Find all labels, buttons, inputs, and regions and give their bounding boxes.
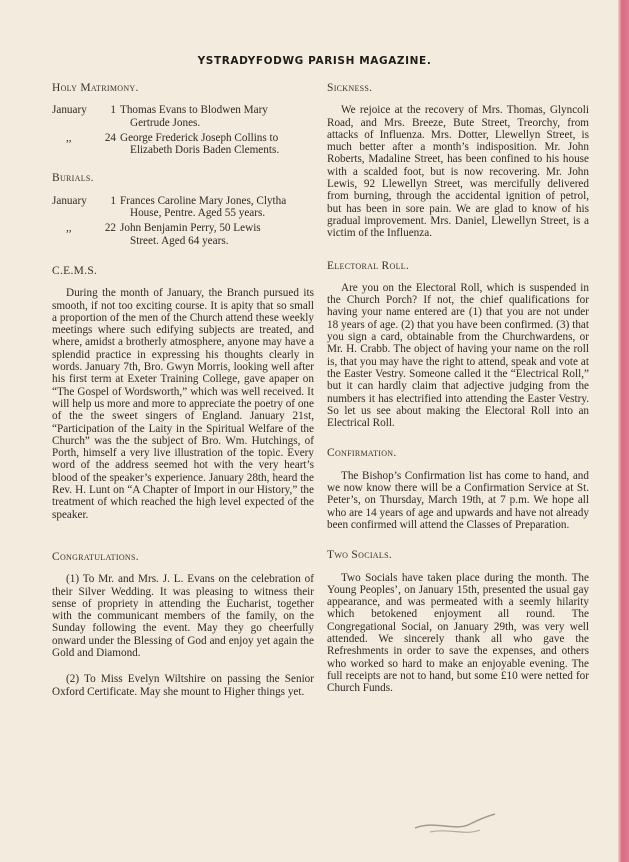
section-heading: Holy Matrimony.	[52, 82, 139, 94]
entry-day: 24	[104, 131, 116, 144]
entry-month: January	[52, 104, 87, 117]
confirmation-section	[327, 447, 589, 531]
register-entry	[52, 104, 314, 129]
burials-section	[52, 172, 314, 246]
entry-month: January	[52, 194, 87, 207]
section-heading: Confirmation.	[327, 447, 397, 460]
register-entry	[52, 222, 314, 247]
ornament-flourish-icon	[410, 810, 500, 840]
entry-line: Frances Caroline Mary Jones, Clytha	[120, 194, 287, 207]
congratulations-section	[52, 551, 314, 698]
entry-month: ,,	[66, 222, 72, 235]
congratulation-item: (2) To Miss Evelyn Wiltshire on passing the Senior Oxford Certificate. May she mount to Higher things yet.	[52, 673, 314, 698]
entry-line: Thomas Evans to Blodwen Mary	[120, 104, 268, 117]
holy-matrimony-section	[52, 82, 314, 156]
sickness-section	[327, 82, 589, 240]
section-heading: Two Socials.	[327, 549, 392, 562]
cems-section	[52, 265, 314, 521]
entry-line: George Frederick Joseph Collins to	[120, 131, 279, 144]
section-heading: Congratulations.	[52, 550, 139, 563]
section-heading: C.E.M.S.	[52, 264, 98, 277]
entry-line: John Benjamin Perry, 50 Lewis	[120, 222, 261, 235]
section-body: We rejoice at the recovery of Mrs. Thomas, Glyncoli Road, and Mrs. Breeze, Bute Street, Treorchy, from attacks of Influenza. Mrs. Dotter, Llewellyn Street, is much better after a month’s indisposition. Mr. John Roberts, Madaline Street, has been confined to his house with a scalded foot, but is now recovering. Mr. John Lewis, 92 Llewellyn Street, was mercifully delivered from burning, through the accidental ignition of petrol, but has been in sore pain. We are glad to know of his gradual improvement. Mrs. Daniel, Llewellyn Street, is a victim of the Influenza.	[327, 104, 589, 240]
register-entry	[52, 195, 314, 220]
entry-line: Elizabeth Doris Baden Clements.	[130, 144, 280, 157]
entry-day: 1	[110, 194, 116, 207]
section-body: Two Socials have taken place during the month. The Young Peoples’, on January 15th, presented the usual gay appearance, and was permeated with a seemly hilarity which betokened enjoyment all round. The Congregational Social, on January 29th, was very well attended. We sincerely thank all who gave the Refreshments in order to save the expenses, and others who worked so hard to make an enjoyable evening. The full receipts are not to hand, but some £10 were netted for Church Funds.	[327, 571, 589, 695]
entry-day: 1	[110, 104, 116, 117]
right-column	[327, 82, 589, 716]
two-socials-section	[327, 549, 589, 694]
congratulation-item: (1) To Mr. and Mrs. J. L. Evans on the celebration of their Silver Wedding. It was pleasing to witness their sense of propriety in attending the Eucharist, together with the communicant members of the family, on the Sunday following the event. May they go cheerfully onward under the Blessing of God and enjoy yet again the Gold and Diamond.	[52, 573, 314, 659]
entry-line: Street. Aged 64 years.	[130, 234, 229, 247]
entry-line: House, Pentre. Aged 55 years.	[130, 207, 266, 220]
page-edge	[618, 0, 629, 862]
electoral-roll-section	[327, 260, 589, 430]
section-body: During the month of January, the Branch pursued its smooth, if not too exciting course. It is apity that so small a proportion of the men of the Church attend these weekly meetings where such edifying subjects are treated, and where, amidst a brotherly atmosphere, anyone may have a splendid practice in expressing his thoughts clearly in words. January 7th, Bro. Gwyn Morris, looking well after his first term at Exeter Training College, gave apaper on “The Gospel of Wordsworth,” which was well received. It will help us more and more to appreciate the poetry of one of the the sweet singers of England. January 21st, “Participation of the Laity in the Spiritual Welfare of the Church” was the the subject of Bro. Wm. Hutchings, of Porth, himself a very live illustration of the topic. Every word of the address seemed hot with the very heart’s blood of the speaker’s experience. January 28th, heard the Rev. H. Lunt on “A Chapter of Import in our History,” the treatment of which reached the high level expected of the speaker.	[52, 287, 314, 521]
entry-month: ,,	[66, 131, 72, 144]
entry-day: 22	[104, 222, 116, 235]
masthead-title: YSTRADYFODWG PARISH MAGAZINE.	[197, 55, 432, 67]
section-body: Are you on the Electoral Roll, which is suspended in the Church Porch? If not, the chief qualifications for having your name entered are (1) that you are not under 18 years of age. (2) that you have been confirmed. (3) that you sign a card, obtainable from the Churchwardens, or Mr. H. Crabb. The object of having your name on the roll is, that you may have the right to attend, speak and vote at the Easter Vestry. Someone called it the “Electrical Roll,” but it can hardly claim that adjective judging from the numbers it has electrified into attending the Easter Vestry. So let us see about making the Electoral Roll into an Electrical Roll.	[327, 281, 589, 430]
entry-line: Gertrude Jones.	[130, 116, 201, 129]
register-entry	[52, 132, 314, 157]
left-column	[52, 82, 314, 720]
section-heading: Electoral Roll.	[327, 259, 410, 272]
section-body: The Bishop’s Confirmation list has come to hand, and we now know there will be a Confirmation Service at St. Peter’s, on Thursday, March 19th, at 7 p.m. We hope all who are 14 years of age and upwards and have not already been confirmed will attend the Classes of Preparation.	[327, 469, 589, 531]
section-heading: Burials.	[52, 172, 94, 185]
section-heading: Sickness.	[327, 82, 373, 94]
